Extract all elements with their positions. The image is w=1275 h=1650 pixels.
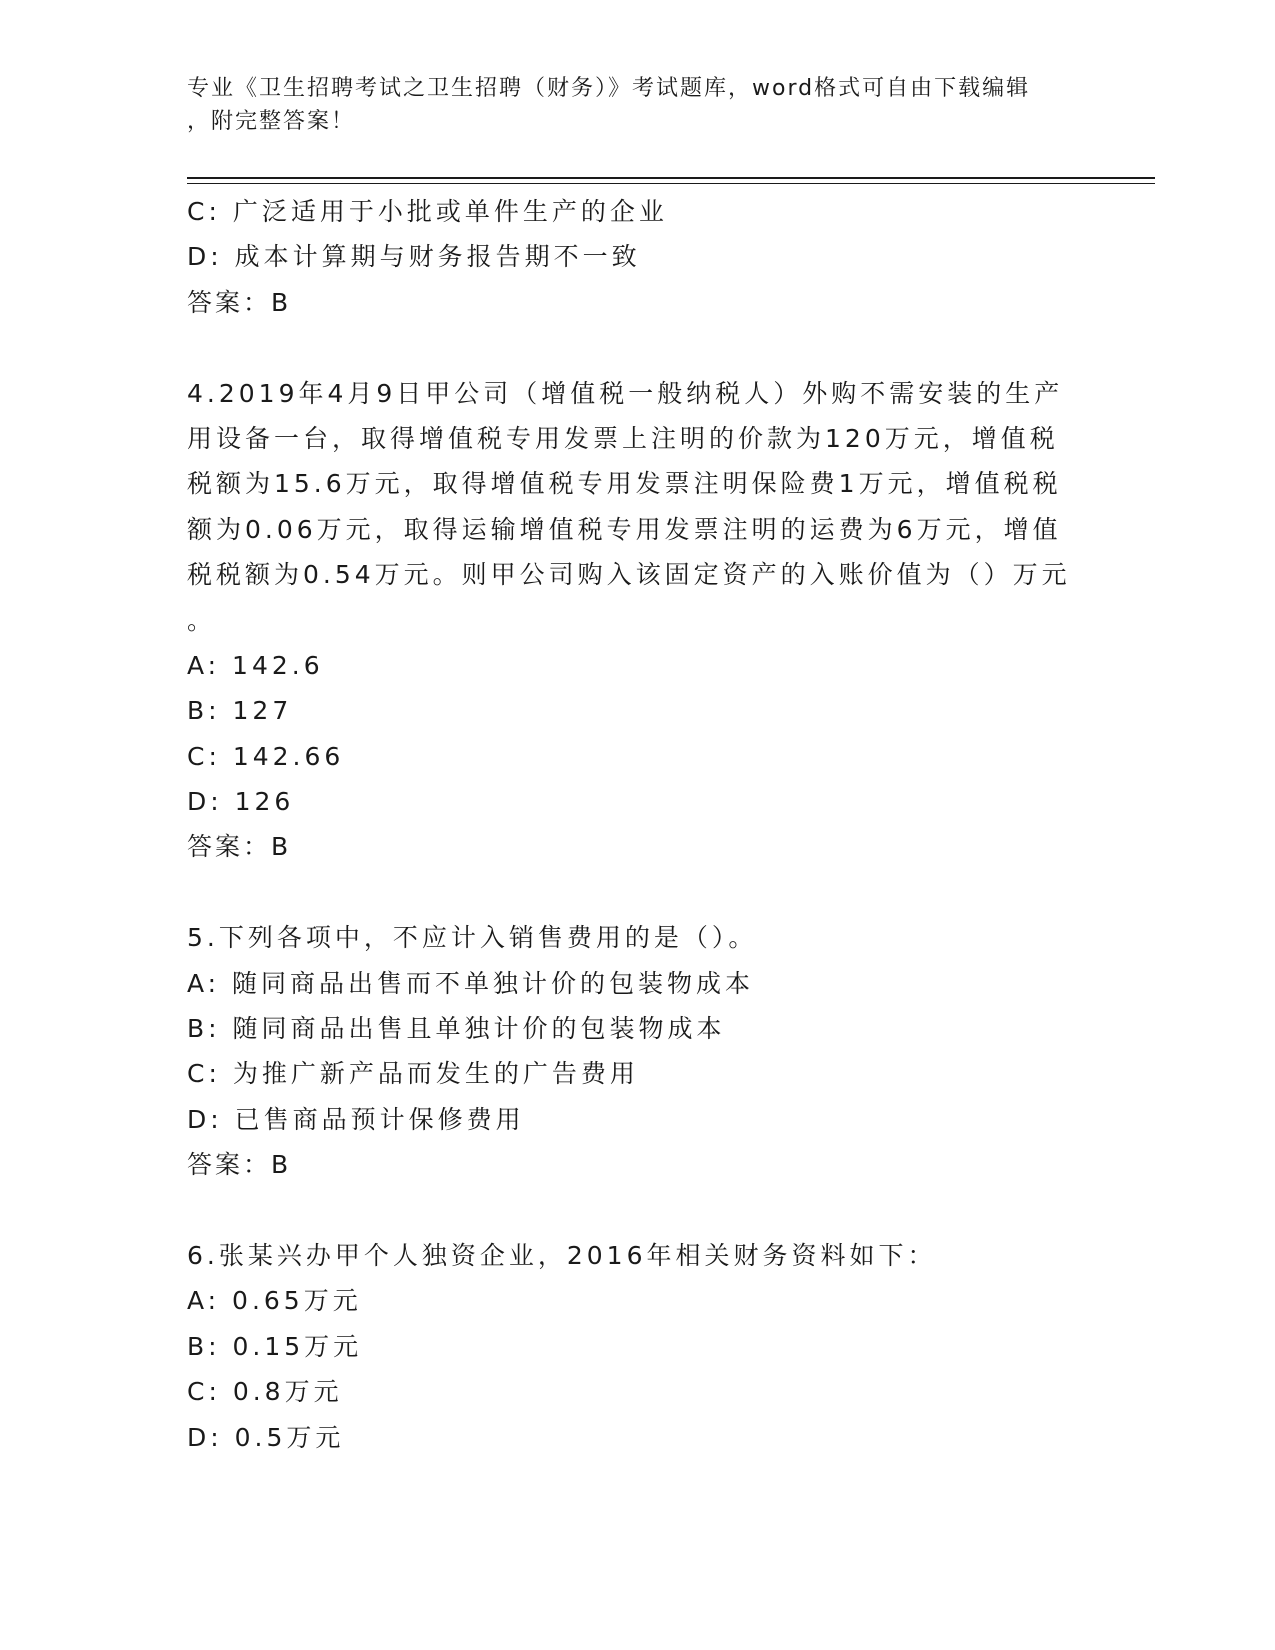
q4-stem-line: 税税额为0.54万元。则甲公司购入该固定资产的入账价值为（）万元 <box>187 560 1071 590</box>
q3-option-c: C: 广泛适用于小批或单件生产的企业 <box>187 197 668 226</box>
q3-answer: 答案：B <box>187 287 292 317</box>
q4-answer: 答案：B <box>187 832 292 862</box>
question-6 <box>187 1233 1087 1460</box>
q5-answer: 答案：B <box>187 1150 292 1180</box>
question-3-tail <box>187 189 1087 325</box>
header-line-1: 专业《卫生招聘考试之卫生招聘（财务）》考试题库，word格式可自由下载编辑 <box>187 76 1031 101</box>
question-5 <box>187 915 1087 1187</box>
q5-option-b: B: 随同商品出售且单独计价的包装物成本 <box>187 1014 726 1044</box>
header-divider-thin <box>187 183 1155 184</box>
q4-stem-line: 4.2019年4月9日甲公司（增值税一般纳税人）外购不需安装的生产 <box>187 378 1064 408</box>
header-divider-thick <box>187 177 1155 179</box>
document-header <box>187 72 1067 138</box>
q5-stem: 5.下列各项中，不应计入销售费用的是（）。 <box>187 923 758 953</box>
q6-option-d: D: 0.5万元 <box>187 1422 345 1452</box>
q6-option-a: A: 0.65万元 <box>187 1286 362 1316</box>
q6-stem: 6.张某兴办甲个人独资企业，2016年相关财务资料如下： <box>187 1240 937 1270</box>
spacer <box>187 1188 1087 1233</box>
q5-option-c: C: 为推广新产品而发生的广告费用 <box>187 1059 639 1089</box>
header-line-2: ，附完整答案！ <box>187 109 356 134</box>
q4-stem-line: 税额为15.6万元，取得增值税专用发票注明保险费1万元，增值税税 <box>187 469 1062 499</box>
q5-option-d: D: 已售商品预计保修费用 <box>187 1104 525 1134</box>
q4-option-d: D: 126 <box>187 787 295 817</box>
q6-option-b: B: 0.15万元 <box>187 1331 363 1361</box>
q3-option-d: D: 成本计算期与财务报告期不一致 <box>187 242 641 272</box>
q4-option-c: C: 142.66 <box>187 741 345 771</box>
q4-stem-line: 用设备一台，取得增值税专用发票上注明的价款为120万元，增值税 <box>187 423 1059 453</box>
question-4 <box>187 371 1087 870</box>
q4-option-b: B: 127 <box>187 696 293 726</box>
q4-option-a: A: 142.6 <box>187 650 324 680</box>
spacer <box>187 870 1087 915</box>
spacer <box>187 325 1087 370</box>
q6-option-c: C: 0.8万元 <box>187 1377 343 1407</box>
q5-option-a: A: 随同商品出售而不单独计价的包装物成本 <box>187 968 755 998</box>
q4-stem-line: 额为0.06万元，取得运输增值税专用发票注明的运费为6万元，增值 <box>187 514 1062 544</box>
q4-stem-line: 。 <box>187 605 217 635</box>
question-list <box>187 189 1087 1460</box>
